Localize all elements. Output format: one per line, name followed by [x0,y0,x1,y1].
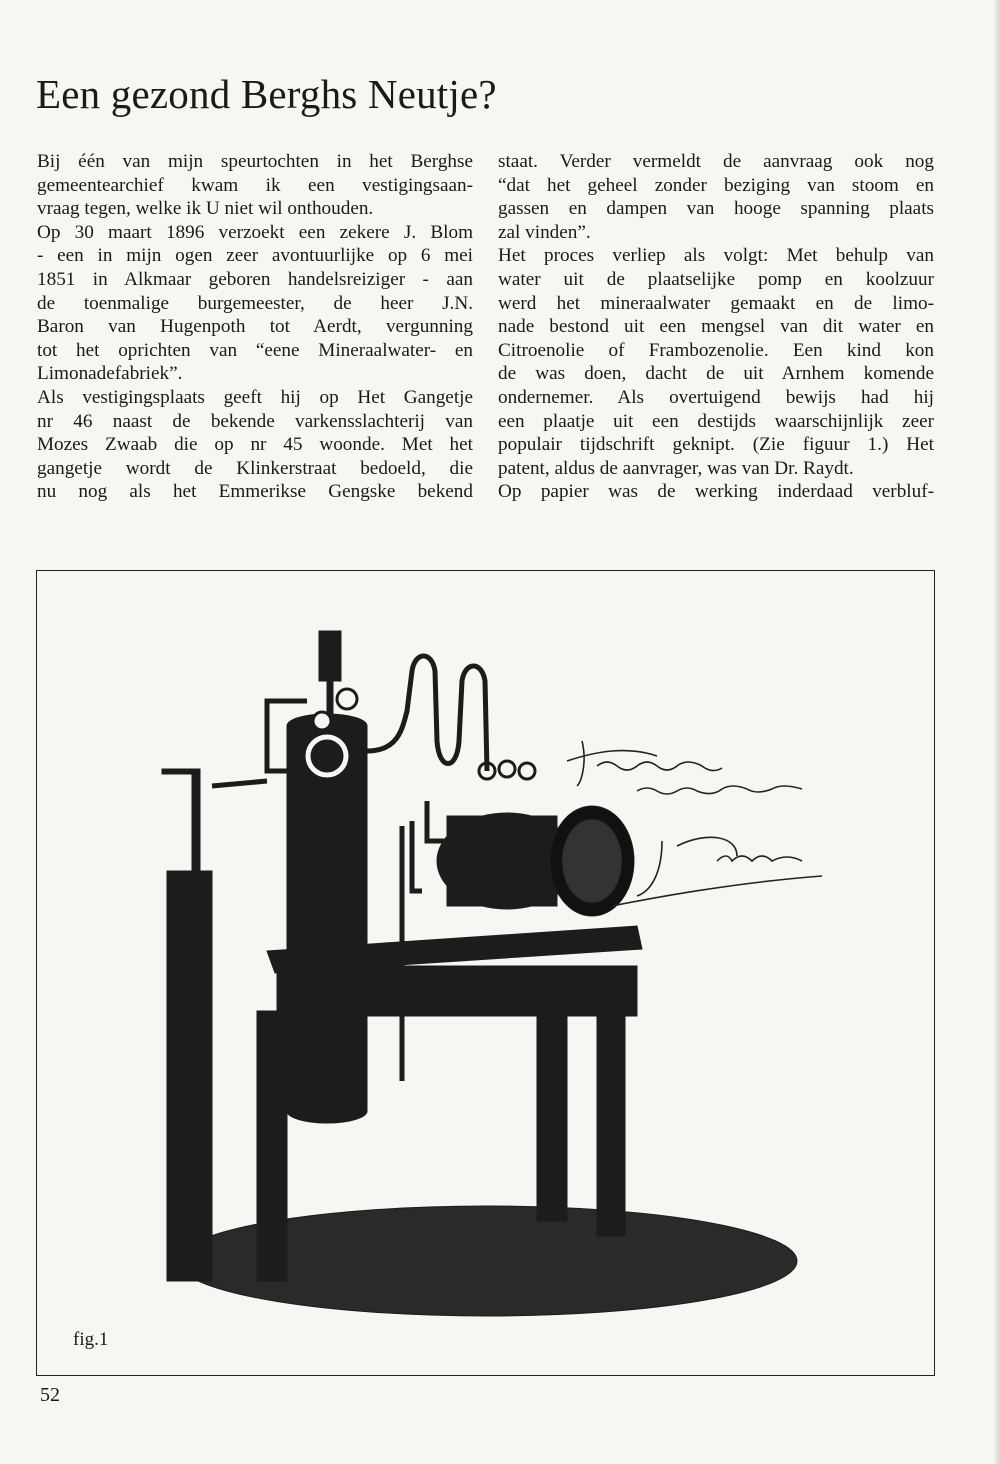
text-line: Baron van Hugenpoth tot Aerdt, vergunning [37,316,473,338]
page-number: 52 [40,1384,60,1406]
text-line: Bij één van mijn speurtochten in het Berghse [37,151,473,172]
text-line: Het proces verliep als volgt: Met behulp van [498,245,934,267]
text-line: gangetje wordt de Klinkerstraat bedoeld, die [37,457,473,479]
text-line: “dat het geheel zonder beziging van stoom en [498,174,934,196]
right-text-column [498,150,934,504]
text-line: Op 30 maart 1896 verzoekt een zekere J. Blom [37,221,473,243]
left-text-column [37,150,473,504]
text-line: populair tijdschrift geknipt. (Zie figuur 1.) Het [498,434,934,456]
text-line: nade bestond uit een mengsel van dit water en [498,316,934,338]
text-line: gemeentearchief kwam ik een vestigingsaan- [37,174,473,196]
text-line: nr 46 naast de bekende varkensslachterij van [37,410,473,432]
text-line: gassen en dampen van hooge spanning plaats [498,198,934,220]
text-line: de was doen, dacht de uit Arnhem komende [498,363,934,385]
text-line: water uit de plaatselijke pomp en koolzuur [498,268,934,290]
text-line: Limonadefabriek”. [37,363,183,385]
text-line: zal vinden”. [498,221,591,243]
mineral-water-machine-illustration [37,571,936,1377]
figure-caption: fig.1 [73,1329,109,1350]
text-line: Citroenolie of Frambozenolie. Een kind kon [498,339,934,361]
page-edge [994,0,1000,1464]
text-line: Mozes Zwaab die op nr 45 woonde. Met het [37,434,473,456]
page-title: Een gezond Berghs Neutje? [36,71,497,117]
text-line: - een in mijn ogen zeer avontuurlijke op 6 mei [37,245,473,267]
text-line: nu nog als het Emmerikse Gengske bekend [37,481,473,503]
text-line: Als vestigingsplaats geeft hij op Het Gangetje [37,386,473,408]
text-line: de toenmalige burgemeester, de heer J.N. [37,292,473,314]
text-line: vraag tegen, welke ik U niet wil onthouden. [37,198,374,220]
text-line: tot het oprichten van “eene Mineraalwater- en [37,339,473,361]
text-line: 1851 in Alkmaar geboren handelsreiziger - aan [37,268,473,290]
text-line: patent, aldus de aanvrager, was van Dr. Raydt. [498,457,854,479]
text-line: werd het mineraalwater gemaakt en de limo- [498,292,934,314]
text-line: staat. Verder vermeldt de aanvraag ook nog [498,151,934,172]
text-line: een plaatje uit een destijds waarschijnlijk zeer [498,410,934,432]
figure-1 [36,570,935,1376]
text-line: Op papier was de werking inderdaad verbluf- [498,481,934,503]
text-line: ondernemer. Als overtuigend bewijs had hij [498,386,934,408]
